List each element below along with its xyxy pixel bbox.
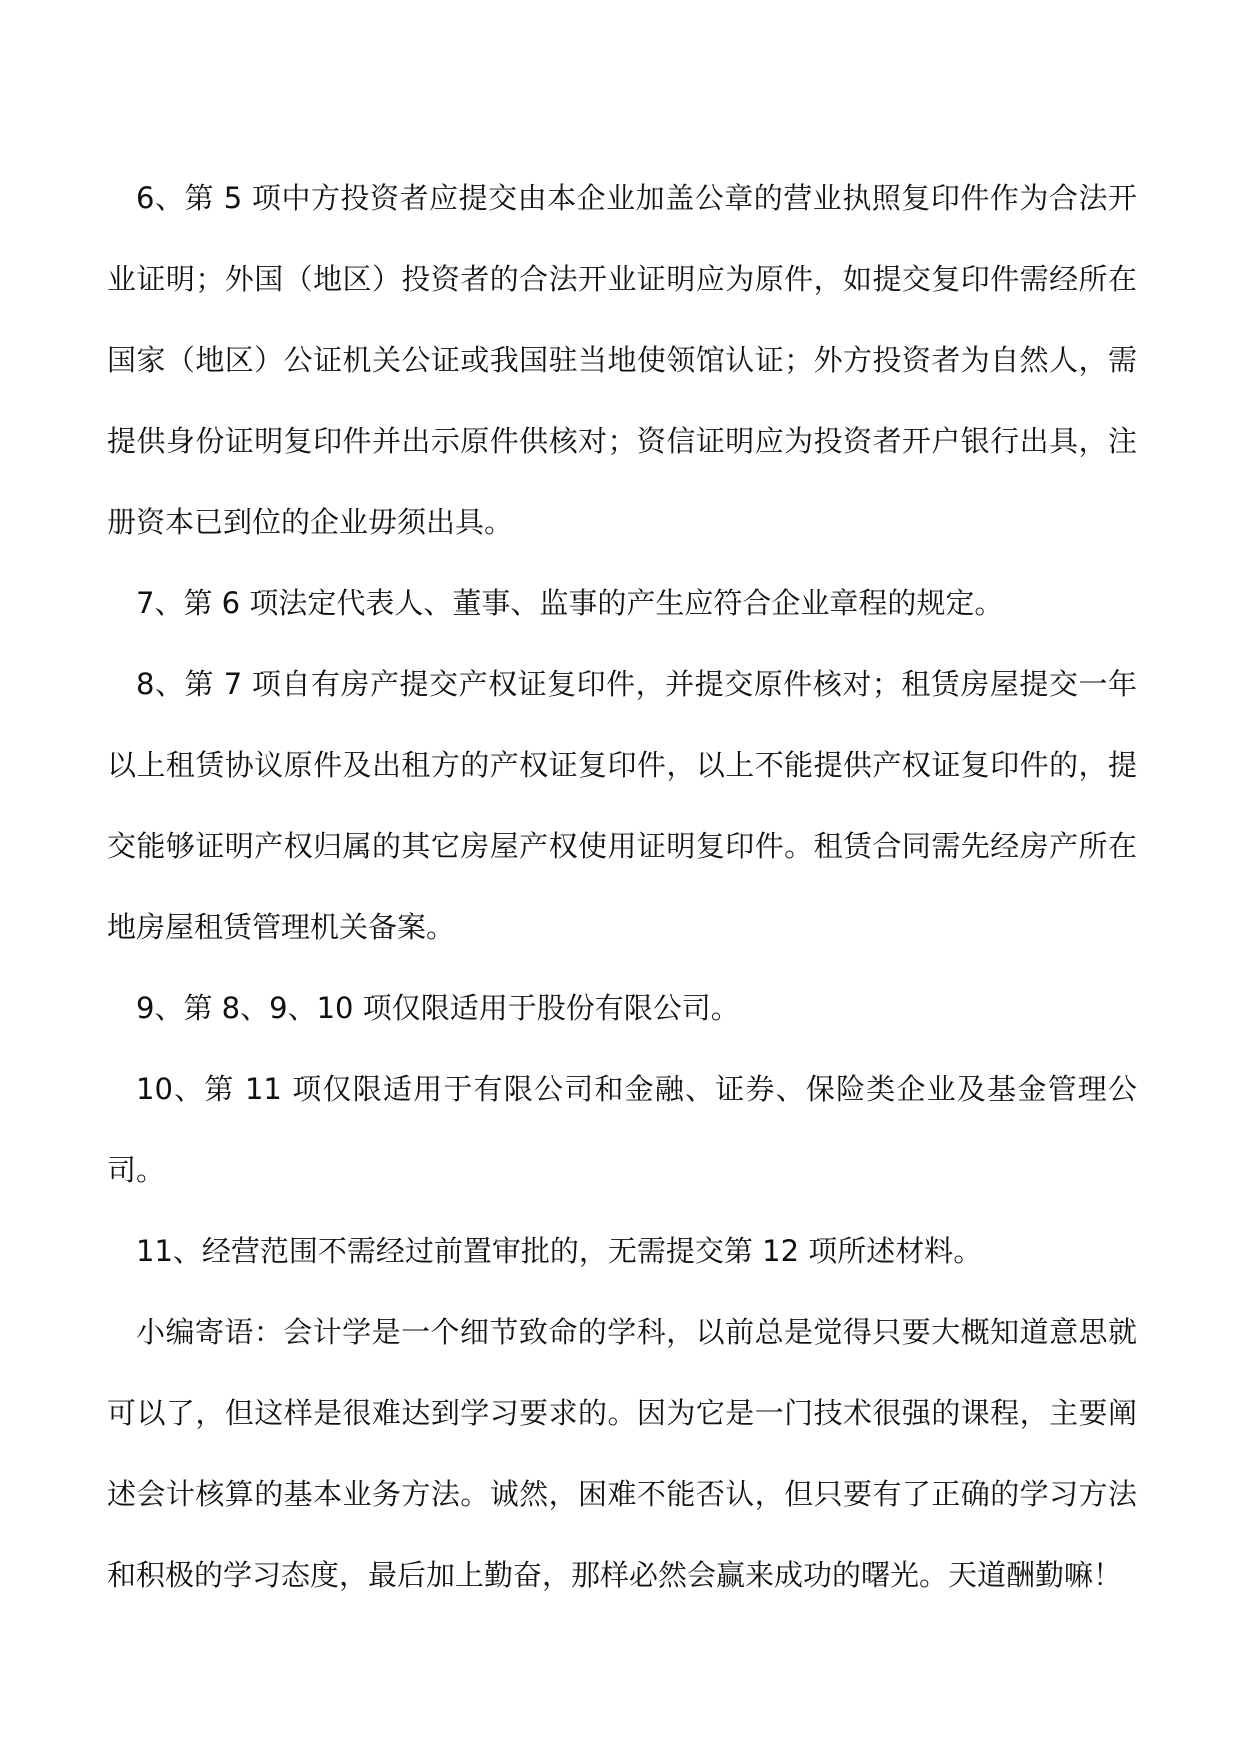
paragraph-item-7: 7、第 6 项法定代表人、董事、监事的产生应符合企业章程的规定。 [136,586,1004,620]
paragraph-item-10: 10、第 11 项仅限适用于有限公司和金融、证券、保险类企业及基金管理公司。 [107,1072,1137,1187]
paragraph-item-9: 9、第 8、9、10 项仅限适用于股份有限公司。 [136,991,740,1025]
paragraph-item-6: 6、第 5 项中方投资者应提交由本企业加盖公章的营业执照复印件作为合法开业证明；外国（地区）投资者的合法开业证明应为原件，如提交复印件需经所在国家（地区）公证机关公证或我国驻当地使领馆认证；外方投资者为自然人，需提供身份证明复印件并出示原件供核对；资信证明应为投资者开户银行出具，注册资本已到位的企业毋须出具。 [107,181,1137,539]
document-body [107,158,1137,1616]
paragraph-item-8: 8、第 7 项自有房产提交产权证复印件，并提交原件核对；租赁房屋提交一年以上租赁协议原件及出租方的产权证复印件，以上不能提供产权证复印件的，提交能够证明产权归属的其它房屋产权使用证明复印件。租赁合同需先经房产所在地房屋租赁管理机关备案。 [107,667,1137,944]
paragraph-item-11: 11、经营范围不需经过前置审批的，无需提交第 12 项所述材料。 [136,1234,983,1268]
editor-note-paragraph: 小编寄语：会计学是一个细节致命的学科，以前总是觉得只要大概知道意思就可以了，但这样是很难达到学习要求的。因为它是一门技术很强的课程，主要阐述会计核算的基本业务方法。诚然，困难不能否认，但只要有了正确的学习方法和积极的学习态度，最后加上勤奋，那样必然会赢来成功的曙光。天道酬勤嘛！ [107,1315,1137,1592]
